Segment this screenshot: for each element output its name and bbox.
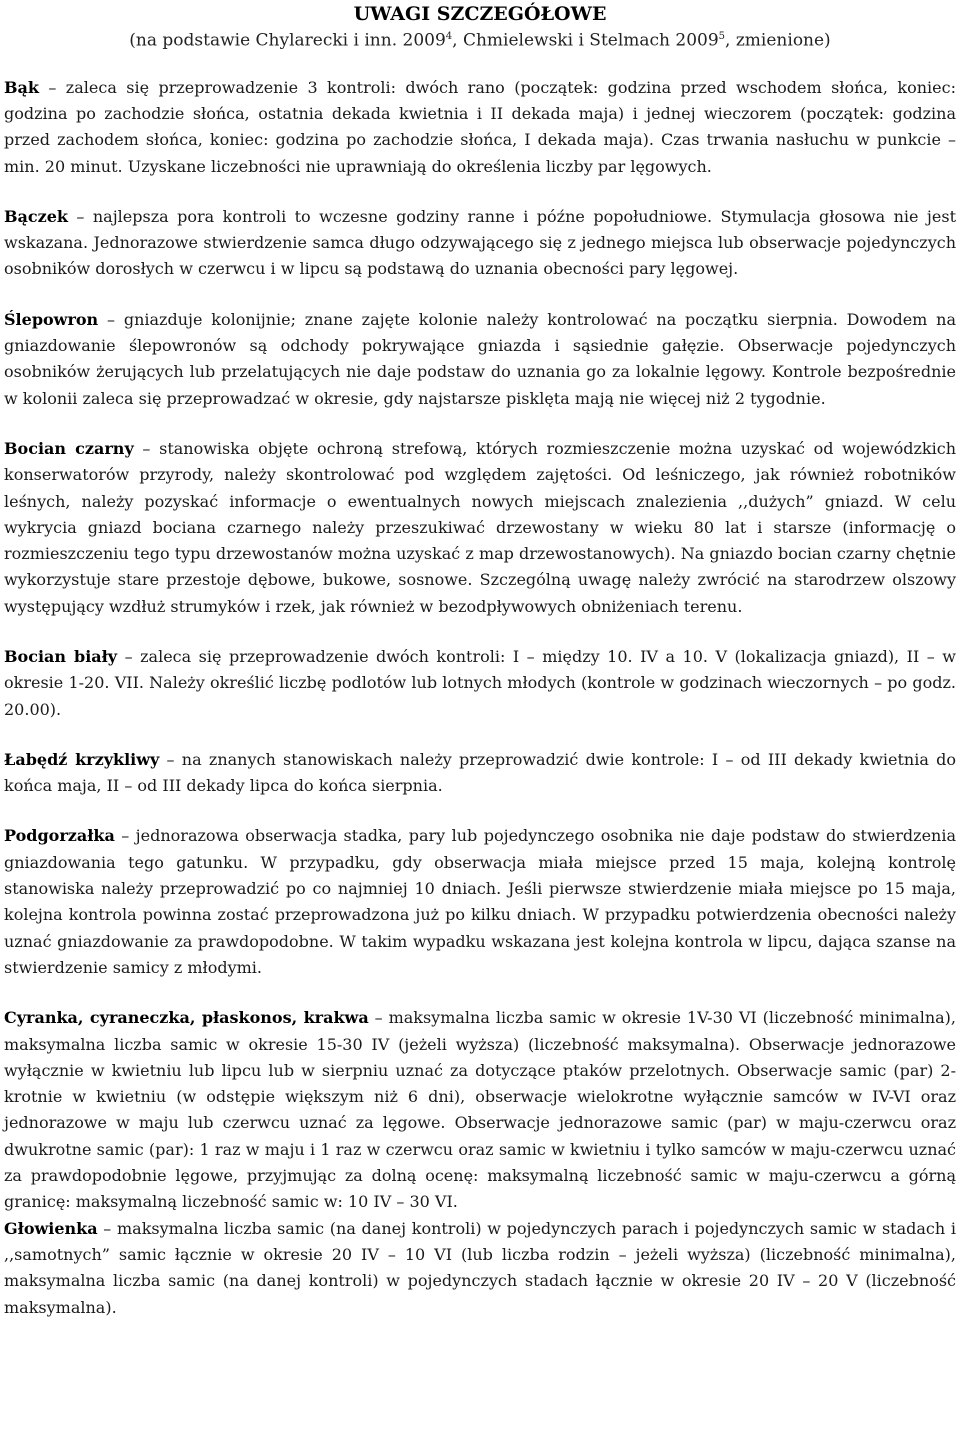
subtitle-suffix: , zmienione): [725, 30, 831, 51]
entry-text: – stanowiska objęte ochroną strefową, których rozmieszczenie można uzyskać od wojewódzkich konserwatorów przyrody, należy skontrolować pod względem zajętości. Od leśniczego, jak również robotników leśnych, należy pozyskać informacje o ewentualnych nowych miejscach znalezienia ,,dużych” gniazd. W celu wykrycia gniazd bociana czarnego należy przeszukiwać drzewostany w wieku 80 lat i starsze (informację o rozmieszczeniu tego typu drzewostanów można uzyskać z map drzewostanowych). Na gniazdo bocian czarny chętnie wykorzystuje stare przestoje dębowe, bukowe, sosnowe. Szczególną uwagę należy zwrócić na starodrzew olszowy występujący wzdłuż strumyków i rzek, jak również w bezodpływowych obniżeniach terenu.: [4, 438, 957, 616]
subtitle-middle: , Chmielewski i Stelmach 2009: [452, 30, 719, 51]
entry-text: – gniazduje kolonijnie; znane zajęte kolonie należy kontrolować na początku sierpnia. Dowodem na gniazdowanie ślepowronów są odchody pokrywające gniazda i sąsiednie gałęzie. Obserwacje pojedynczych osobników żerujących lub przelatujących nie daje podstaw do uznania go za lokalnie lęgowy. Kontrole bezpośrednie w kolonii zaleca się przeprowadzać w okresie, gdy najstarsze pisklęta mają nie więcej niż 2 tygodnie.: [4, 309, 956, 408]
entry-term: Ślepowron: [4, 309, 99, 329]
entry-term: Podgorzałka: [4, 826, 115, 846]
document-title: UWAGI SZCZEGÓŁOWE: [353, 3, 607, 25]
entry-term: Bąk: [4, 77, 39, 97]
entry-slepowron: [4, 307, 956, 412]
entry-labedz-krzykliwy: [4, 747, 956, 800]
entry-text: – zaleca się przeprowadzenie 3 kontroli: dwóch rano (początek: godzina przed wschodem słońca, koniec: godzina po zachodzie słońca, ostatnia dekada kwietnia i II dekada maja) i jednej wieczorem (początek: godzina przed zachodem słońca, koniec: godzina po zachodzie słońca, I dekada maja). Czas trwania nasłuchu w punkcie – min. 20 minut. Uzyskane liczebności nie uprawniają do określenia liczby par lęgowych.: [4, 77, 956, 176]
footnote-ref-4: 4: [445, 31, 453, 42]
entry-term: Głowienka: [4, 1218, 98, 1238]
entry-term: Łabędź krzykliwy: [4, 749, 160, 769]
entry-text: – jednorazowa obserwacja stadka, pary lub pojedynczego osobnika nie daje podstaw do stwierdzenia gniazdowania tego gatunku. W przypadku, gdy obserwacja miała miejsce przed 15 maja, kolejną kontrolę stanowiska należy przeprowadzić po co najmniej 10 dniach. Jeśli pierwsze stwierdzenie miała miejsce po 15 maja, kolejna kontrola powinna zostać przeprowadzona już po kilku dniach. W przypadku potwierdzenia obecności należy uznać gniazdowanie za prawdopodobne. W takim wypadku wskazana jest kolejna kontrola w lipcu, dająca szanse na stwierdzenie samicy z młodymi.: [4, 826, 956, 977]
entry-text: – najlepsza pora kontroli to wczesne godziny ranne i późne popołudniowe. Stymulacja głosowa nie jest wskazana. Jednorazowe stwierdzenie samca długo odzywającego się z jednego miejsca lub obserwacje pojedynczych osobników dorosłych w czerwcu i w lipcu są podstawą do uznania obecności pary lęgowej.: [4, 206, 956, 279]
entry-glowienka: [4, 1216, 956, 1321]
entry-text: – maksymalna liczba samic (na danej kontroli) w pojedynczych parach i pojedynczych samic w stadach i ,,samotnych” samic łącznie w okresie 20 IV – 10 VI (lub liczba rodzin – jeżeli wyższa) (liczebność minimalna), maksymalna liczba samic (na danej kontroli) w pojedynczych stadach łącznie w okresie 20 IV – 20 V (liczebność maksymalna).: [4, 1218, 956, 1317]
footnote-ref-5: 5: [718, 31, 726, 42]
entry-text: – zaleca się przeprowadzenie dwóch kontroli: I – między 10. IV a 10. V (lokalizacja gniazd), II – w okresie 1-20. VII. Należy określić liczbę podlotów lub lotnych młodych (kontrole w godzinach wieczornych – po godz. 20.00).: [4, 647, 956, 719]
entry-text: – maksymalna liczba samic w okresie 1V-30 VI (liczebność minimalna), maksymalna liczba samic w okresie 15-30 IV (jeżeli wyższa) (liczebność maksymalna). Obserwacje jednorazowe wyłącznie w kwietniu lub lipcu lub w sierpniu uznać za dotyczące ptaków przelotnych. Obserwacje samic (par) 2-krotnie w kwietniu (w odstępie większym niż 6 dni), obserwacje wielokrotne wyłącznie samców w IV-VI oraz jednorazowe w maju lub czerwcu uznać za lęgowe. Obserwacje jednorazowe samic (par) w maju-czerwcu oraz dwukrotne samic (par): 1 raz w maju i 1 raz w czerwcu oraz samic w kwietniu i tylko samców w maju-czerwcu uznać za prawdopodobnie lęgowe, przyjmując za dolną ocenę: maksymalną liczebność samic w maju-czerwcu a górną granicę: maksymalną liczebność samic w: 10 IV – 30 VI.: [4, 1008, 956, 1212]
entry-term: Bocian czarny: [4, 438, 134, 458]
document-subtitle: [4, 25, 956, 53]
entry-bocian-bialy: [4, 644, 956, 723]
entry-bocian-czarny: [4, 436, 956, 620]
subtitle-prefix: (na podstawie Chylarecki i inn. 2009: [129, 30, 446, 51]
entry-term: Bocian biały: [4, 647, 118, 666]
entry-term: Cyranka, cyraneczka, płaskonos, krakwa: [4, 1008, 369, 1028]
entry-baczek: [4, 204, 956, 283]
entry-bak: [4, 75, 956, 180]
entry-text: – na znanych stanowiskach należy przeprowadzić dwie kontrole: I – od III dekady kwietnia do końca maja, II – od III dekady lipca do końca sierpnia.: [4, 749, 956, 796]
entry-podgorzalka: [4, 823, 956, 981]
entry-term: Bączek: [4, 206, 68, 226]
entry-cyranka: [4, 1005, 956, 1215]
